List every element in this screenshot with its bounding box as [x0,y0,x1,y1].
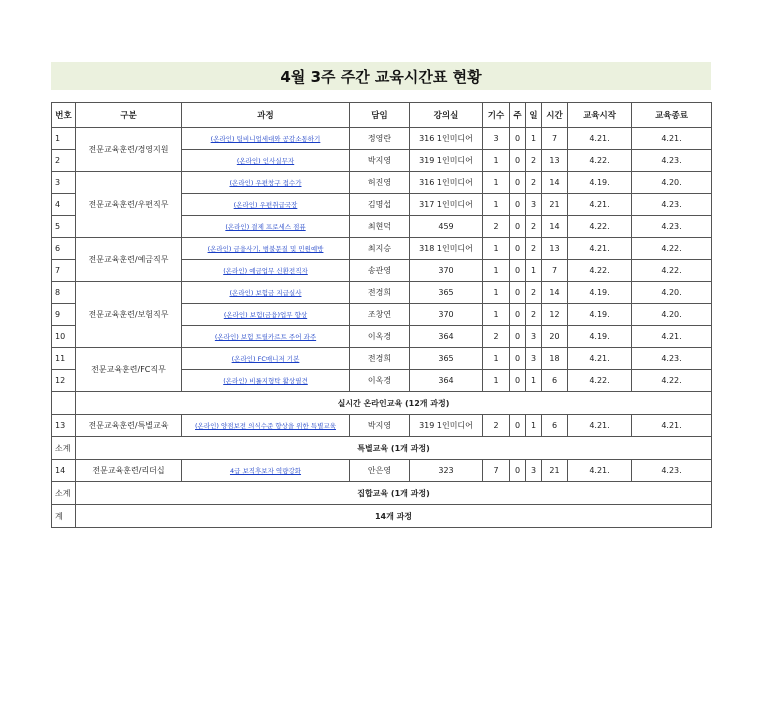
start-cell: 4.19. [568,282,632,304]
days-cell: 1 [526,370,542,392]
end-cell: 4.22. [632,370,712,392]
hours-cell: 18 [542,348,568,370]
hours-cell: 6 [542,370,568,392]
course-cell [182,238,350,260]
teacher-cell: 정영란 [350,128,410,150]
course-cell [182,282,350,304]
table-row [52,460,712,482]
start-cell: 4.22. [568,216,632,238]
hours-cell: 14 [542,172,568,194]
subtotal-label: 소계 [52,437,76,460]
course-link[interactable]: (온라인) 금융사기, 범불문질 및 민원예방 [207,245,324,253]
hours-cell: 14 [542,216,568,238]
col-header-number: 번호 [52,103,76,128]
col-header-course: 과정 [182,103,350,128]
col-header-cohort: 기수 [483,103,510,128]
teacher-cell: 박지영 [350,415,410,437]
summary-row-total [52,505,712,528]
weeks-cell: 0 [510,194,526,216]
weeks-cell: 0 [510,326,526,348]
course-link[interactable]: (온라인) 우편취급국장 [233,201,298,209]
category-cell: 전문교육훈련/보험직무 [76,282,182,348]
row-number: 10 [52,326,76,348]
weeks-cell: 0 [510,260,526,282]
course-cell [182,128,350,150]
start-cell: 4.21. [568,460,632,482]
row-number: 9 [52,304,76,326]
weeks-cell: 0 [510,172,526,194]
course-cell [182,194,350,216]
teacher-cell: 김명섭 [350,194,410,216]
cohort-cell: 7 [483,460,510,482]
course-cell [182,304,350,326]
cohort-cell: 1 [483,370,510,392]
cohort-cell: 2 [483,326,510,348]
teacher-cell: 허진영 [350,172,410,194]
hours-cell: 13 [542,238,568,260]
end-cell: 4.20. [632,282,712,304]
weeks-cell: 0 [510,415,526,437]
teacher-cell: 최현덕 [350,216,410,238]
start-cell: 4.21. [568,348,632,370]
start-cell: 4.21. [568,128,632,150]
summary-row-special [52,437,712,460]
cohort-cell: 1 [483,348,510,370]
hours-cell: 13 [542,150,568,172]
end-cell: 4.23. [632,150,712,172]
summary-row-realtime [52,392,712,415]
table-row [52,128,712,150]
teacher-cell: 송관영 [350,260,410,282]
category-cell: 전문교육훈련/예금직무 [76,238,182,282]
course-cell [182,260,350,282]
start-cell: 4.19. [568,304,632,326]
room-cell: 370 [410,304,483,326]
row-number: 14 [52,460,76,482]
col-header-start: 교육시작 [568,103,632,128]
row-number: 13 [52,415,76,437]
course-link[interactable]: (온라인) 팀비니업세대와 공감소통하기 [210,135,321,143]
course-cell [182,348,350,370]
schedule-table [51,102,712,528]
room-cell: 365 [410,282,483,304]
summary-text: 실시간 온라인교육 (12개 과정) [76,392,712,415]
course-link[interactable]: (온라인) 결제 프로세스 점퓨 [225,223,306,231]
end-cell: 4.21. [632,415,712,437]
cohort-cell: 1 [483,150,510,172]
row-number: 8 [52,282,76,304]
end-cell: 4.20. [632,172,712,194]
hours-cell: 21 [542,194,568,216]
weeks-cell: 0 [510,128,526,150]
summary-label-blank [52,392,76,415]
table-row [52,238,712,260]
course-link[interactable]: (온라인) FC매니저 기본 [231,355,300,363]
room-cell: 318 1인미디어 [410,238,483,260]
table-row [52,348,712,370]
total-label: 계 [52,505,76,528]
course-cell [182,172,350,194]
weeks-cell: 0 [510,238,526,260]
course-link[interactable]: (온라인) 양점보전 의식수준 향상을 위한 특별교육 [195,421,336,430]
col-header-days: 일 [526,103,542,128]
cohort-cell: 1 [483,238,510,260]
col-header-category: 구분 [76,103,182,128]
start-cell: 4.19. [568,326,632,348]
days-cell: 1 [526,260,542,282]
hours-cell: 21 [542,460,568,482]
course-cell [182,415,350,437]
days-cell: 3 [526,326,542,348]
room-cell: 459 [410,216,483,238]
course-cell [182,150,350,172]
table-row [52,415,712,437]
course-link[interactable]: (온라인) 예금업무 신환전직자 [223,267,308,275]
row-number: 6 [52,238,76,260]
row-number: 12 [52,370,76,392]
teacher-cell: 전경희 [350,348,410,370]
end-cell: 4.22. [632,260,712,282]
row-number: 2 [52,150,76,172]
row-number: 7 [52,260,76,282]
cohort-cell: 1 [483,194,510,216]
end-cell: 4.21. [632,326,712,348]
days-cell: 2 [526,304,542,326]
end-cell: 4.23. [632,194,712,216]
teacher-cell: 최지승 [350,238,410,260]
course-cell [182,216,350,238]
cohort-cell: 1 [483,282,510,304]
teacher-cell: 이옥경 [350,326,410,348]
room-cell: 316 1인미디어 [410,128,483,150]
days-cell: 2 [526,172,542,194]
start-cell: 4.21. [568,238,632,260]
hours-cell: 14 [542,282,568,304]
cohort-cell: 1 [483,304,510,326]
room-cell: 316 1인미디어 [410,172,483,194]
col-header-teacher: 담임 [350,103,410,128]
weeks-cell: 0 [510,460,526,482]
teacher-cell: 전경희 [350,282,410,304]
end-cell: 4.20. [632,304,712,326]
teacher-cell: 박지영 [350,150,410,172]
category-cell: 전문교육훈련/경영지원 [76,128,182,172]
weeks-cell: 0 [510,282,526,304]
course-cell [182,370,350,392]
row-number: 11 [52,348,76,370]
days-cell: 2 [526,282,542,304]
end-cell: 4.23. [632,348,712,370]
weeks-cell: 0 [510,348,526,370]
row-number: 5 [52,216,76,238]
course-link[interactable]: (온라인) 비롤지형탁 활상필견 [223,377,308,385]
start-cell: 4.21. [568,415,632,437]
category-cell: 전문교육훈련/특별교육 [76,415,182,437]
room-cell: 364 [410,326,483,348]
days-cell: 2 [526,238,542,260]
col-header-weeks: 주 [510,103,526,128]
start-cell: 4.22. [568,370,632,392]
days-cell: 2 [526,150,542,172]
hours-cell: 7 [542,128,568,150]
table-row [52,172,712,194]
total-text: 14개 과정 [76,505,712,528]
room-cell: 370 [410,260,483,282]
days-cell: 1 [526,415,542,437]
start-cell: 4.22. [568,150,632,172]
course-link[interactable]: (온라인) 보험금 지급실사 [229,289,302,297]
weeks-cell: 0 [510,216,526,238]
header-row [52,103,712,128]
hours-cell: 6 [542,415,568,437]
course-link[interactable]: (온라인) 우편창구 접수가 [229,179,302,187]
row-number: 1 [52,128,76,150]
row-number: 3 [52,172,76,194]
end-cell: 4.21. [632,128,712,150]
teacher-cell: 안은영 [350,460,410,482]
row-number: 4 [52,194,76,216]
course-link[interactable]: (온라인) 인사실무자 [236,157,295,165]
start-cell: 4.22. [568,260,632,282]
cohort-cell: 2 [483,415,510,437]
room-cell: 364 [410,370,483,392]
course-link[interactable]: 4급 보직후보자 역량강화 [229,467,302,475]
start-cell: 4.21. [568,194,632,216]
hours-cell: 20 [542,326,568,348]
summary-text: 특별교육 (1개 과정) [76,437,712,460]
end-cell: 4.22. [632,238,712,260]
course-cell [182,460,350,482]
start-cell: 4.19. [568,172,632,194]
cohort-cell: 2 [483,216,510,238]
days-cell: 1 [526,128,542,150]
days-cell: 3 [526,194,542,216]
teacher-cell: 이옥경 [350,370,410,392]
hours-cell: 12 [542,304,568,326]
room-cell: 319 1인미디어 [410,150,483,172]
page-title: 4월 3주 주간 교육시간표 현황 [51,62,711,90]
cohort-cell: 1 [483,172,510,194]
room-cell: 317 1인미디어 [410,194,483,216]
end-cell: 4.23. [632,460,712,482]
course-link[interactable]: (온라인) 보험(금융)업무 향상 [223,311,308,319]
weeks-cell: 0 [510,304,526,326]
course-cell [182,326,350,348]
category-cell: 전문교육훈련/우편직무 [76,172,182,238]
room-cell: 319 1인미디어 [410,415,483,437]
hours-cell: 7 [542,260,568,282]
end-cell: 4.23. [632,216,712,238]
summary-text: 집합교육 (1개 과정) [76,482,712,505]
table-row [52,282,712,304]
room-cell: 323 [410,460,483,482]
course-link[interactable]: (온라인) 보험 트릴카르트 주어 과주 [214,333,317,341]
days-cell: 3 [526,460,542,482]
cohort-cell: 3 [483,128,510,150]
cohort-cell: 1 [483,260,510,282]
weeks-cell: 0 [510,150,526,172]
category-cell: 전문교육훈련/리더십 [76,460,182,482]
subtotal-label: 소계 [52,482,76,505]
summary-row-group [52,482,712,505]
room-cell: 365 [410,348,483,370]
days-cell: 3 [526,348,542,370]
col-header-hours: 시간 [542,103,568,128]
teacher-cell: 조창연 [350,304,410,326]
category-cell: 전문교육훈련/FC직무 [76,348,182,392]
col-header-end: 교육종료 [632,103,712,128]
days-cell: 2 [526,216,542,238]
col-header-room: 강의실 [410,103,483,128]
weeks-cell: 0 [510,370,526,392]
